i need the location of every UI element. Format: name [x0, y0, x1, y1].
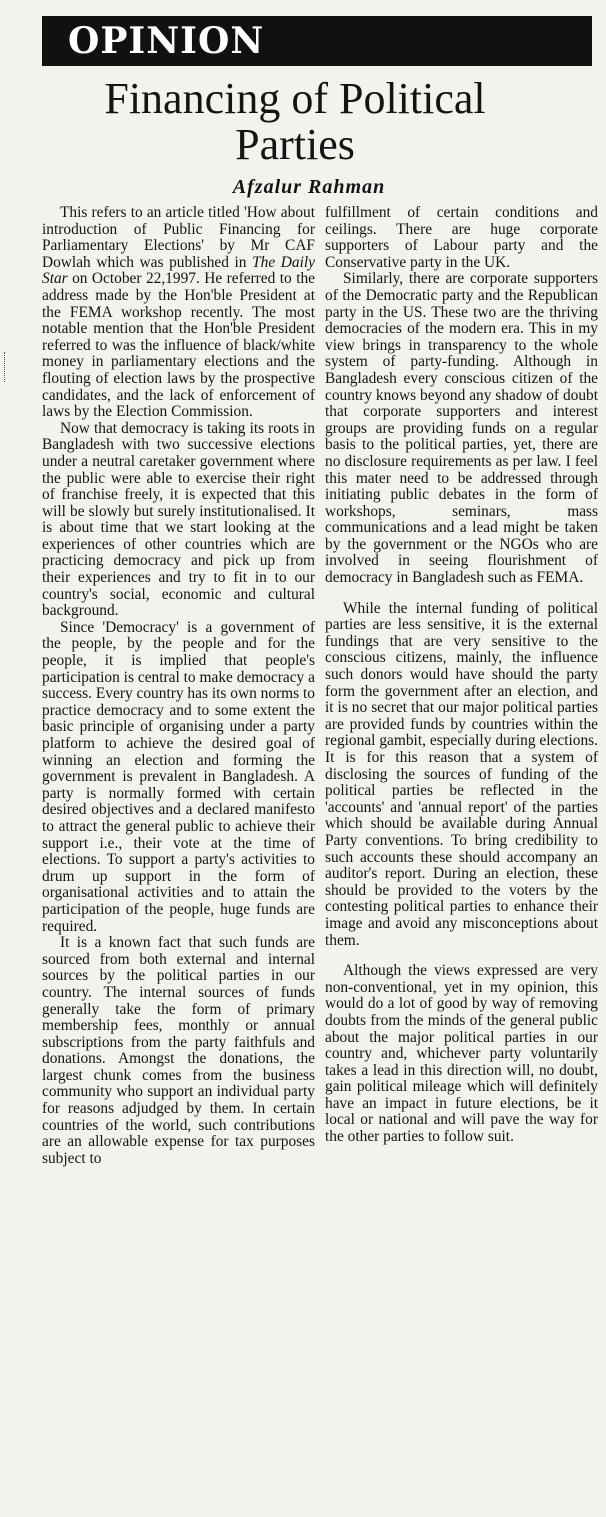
column-right	[325, 205, 598, 1167]
paragraph-4-continued: fulfillment of certain conditions and ceilings. There are huge corporate supporters of Labour party and the Conservative party in the UK.	[325, 204, 598, 271]
paragraph-3: Since 'Democracy' is a government of the people, by the people and for the people, it is implied that people's participation is central to make democracy a success. Every country has its own norms to practice democracy and to some extent the basic principle of organising under a party platform to achieve the desired goal of winning an election and forming the government is prevalent in Bangladesh. A party is normally formed with certain desired objectives and a declared manifesto to attract the general public to achieve their support i.e., their vote at the time of elections. To support a party's activities to drum up support in the form of organisational activities and to attain the participation of the people, huge funds are required.	[42, 618, 315, 935]
section-banner	[42, 16, 592, 66]
article-author: Afzalur Rahman	[232, 176, 386, 198]
section-label: OPINION	[68, 20, 265, 62]
article-title: Financing of Political Parties	[104, 74, 486, 169]
newspaper-name: The Daily Star	[42, 253, 315, 288]
paragraph-1: This refers to an article titled 'How about introduction of Public Financing for Parliamentary Elections' by Mr CAF Dowlah which was published in The Daily Star on October 22,1997. He referred to the address made by the Hon'ble President at the FEMA workshop recently. The most notable mention that the Hon'ble President referred to was the influence of black/white money in parliamentary elections and the flouting of election laws by the prospective candidates, and the lack of enforcement of laws by the Election Commission.	[42, 204, 315, 421]
paragraph-2: Now that democracy is taking its roots in Bangladesh with two successive elections under a neutral caretaker government where the public were able to exercise their right of franchise freely, it is expected that this will be slowly but surely institutionalised. It is about time that we start looking at the experiences of other countries which are practicing democracy and pick up from their experiences and try to fit in to our country's social, economic and cultural background.	[42, 419, 315, 620]
scan-edge-mark	[4, 352, 9, 382]
article-body	[42, 205, 598, 1167]
paragraph-7: Although the views expressed are very non-conventional, yet in my opinion, this would do a lot of good by way of removing doubts from the minds of the general public about the major political parties in our country and, whichever party voluntarily takes a lead in this direction will, no doubt, gain political mileage which will definitely have an impact in future elections, be it local or national and will pave the way for the other parties to follow suit.	[325, 962, 598, 1146]
paragraph-6: While the internal funding of political parties are less sensitive, it is the external fundings that are very sensitive to the conscious citizens, mainly, the influence such donors would have should the party form the government after an election, and it is no secret that our major political parties are provided funds by countries within the regional gambit, especially during elections. It is for this reason that a system of disclosing the sources of funding of the political parties be reflected in the 'accounts' and 'annual report' of the parties which should be available during Annual Party conventions. To bring credibility to such accounts these should accompany an auditor's report. During an election, these should be provided to the voters by the contesting political parties to enhance their image and avoid any misconceptions about them.	[325, 599, 598, 949]
paragraph-5: Similarly, there are corporate supporters of the Democratic party and the Republican party in the US. These two are the thriving democracies of the modern era. This in my view brings in transparency to the whole system of party-funding. Although in Bangladesh every conscious citizen of the country knows beyond any shadow of doubt that corporate supporters and interest groups are providing funds on a regular basis to the political parties, yet, there are no disclosure requirements as per law. I feel this mater need to be addressed through initiating public debates in the form of workshops, seminars, mass communications and a lead might be taken by the government or the NGOs who are involved in seeing flourishment of democracy in Bangladesh such as FEMA.	[325, 270, 598, 587]
column-left	[42, 205, 315, 1167]
paragraph-4: It is a known fact that such funds are sourced from both external and internal sources by the political parties in our country. The internal sources of funds generally take the form of primary membership fees, monthly or annual subscriptions from the party faithfuls and donations. Amongst the donations, the largest chunk comes from the business community who support an individual party for reasons adjudged by them. In certain countries of the world, such contributions are an allowable expense for tax purposes subject to	[42, 934, 315, 1167]
